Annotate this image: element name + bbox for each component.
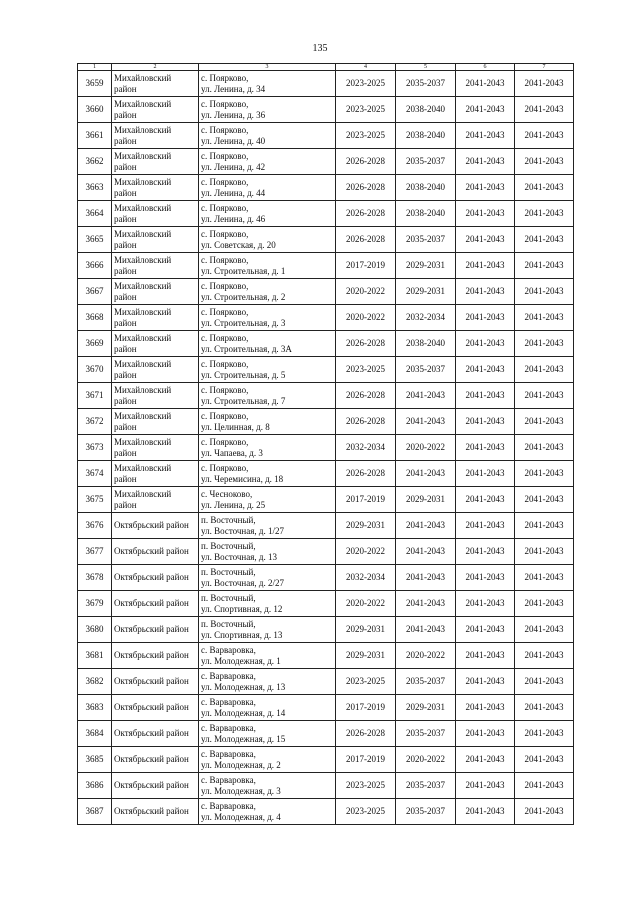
period-col5-cell: 2041-2043	[396, 565, 456, 591]
period-col6-cell: 2041-2043	[456, 461, 515, 487]
row-number: 3680	[78, 617, 112, 643]
period-col5-cell: 2035-2037	[396, 149, 456, 175]
district-cell: Михайловский район	[112, 149, 199, 175]
period-col5-cell: 2041-2043	[396, 409, 456, 435]
period-col4-cell: 2026-2028	[336, 383, 396, 409]
address-cell: с. Варваровка, ул. Молодежная, д. 4	[199, 799, 336, 825]
period-col6-cell: 2041-2043	[456, 617, 515, 643]
table-row	[78, 591, 574, 617]
address-cell: с. Варваровка, ул. Молодежная, д. 3	[199, 773, 336, 799]
row-number: 3661	[78, 123, 112, 149]
period-col4-cell: 2023-2025	[336, 123, 396, 149]
period-col4-cell: 2023-2025	[336, 357, 396, 383]
column-number: 3	[199, 64, 336, 71]
district-cell: Октябрьский район	[112, 721, 199, 747]
row-number: 3684	[78, 721, 112, 747]
period-col4-cell: 2023-2025	[336, 71, 396, 97]
address-cell: с. Варваровка, ул. Молодежная, д. 1	[199, 643, 336, 669]
row-number: 3670	[78, 357, 112, 383]
district-cell: Михайловский район	[112, 305, 199, 331]
period-col6-cell: 2041-2043	[456, 409, 515, 435]
period-col5-cell: 2041-2043	[396, 513, 456, 539]
period-col4-cell: 2017-2019	[336, 487, 396, 513]
period-col7-cell: 2041-2043	[515, 565, 574, 591]
period-col6-cell: 2041-2043	[456, 747, 515, 773]
period-col7-cell: 2041-2043	[515, 799, 574, 825]
period-col7-cell: 2041-2043	[515, 201, 574, 227]
address-cell: с. Поярково, ул. Целинная, д. 8	[199, 409, 336, 435]
period-col7-cell: 2041-2043	[515, 773, 574, 799]
row-number: 3676	[78, 513, 112, 539]
column-number: 4	[336, 64, 396, 71]
table-row	[78, 695, 574, 721]
table-row	[78, 279, 574, 305]
period-col6-cell: 2041-2043	[456, 201, 515, 227]
period-col5-cell: 2029-2031	[396, 279, 456, 305]
period-col7-cell: 2041-2043	[515, 695, 574, 721]
address-cell: с. Поярково, ул. Советская, д. 20	[199, 227, 336, 253]
district-cell: Михайловский район	[112, 461, 199, 487]
district-cell: Октябрьский район	[112, 773, 199, 799]
period-col6-cell: 2041-2043	[456, 565, 515, 591]
period-col5-cell: 2020-2022	[396, 747, 456, 773]
period-col6-cell: 2041-2043	[456, 721, 515, 747]
period-col7-cell: 2041-2043	[515, 513, 574, 539]
table-row	[78, 201, 574, 227]
address-cell: с. Поярково, ул. Строительная, д. 7	[199, 383, 336, 409]
table-row	[78, 487, 574, 513]
period-col6-cell: 2041-2043	[456, 773, 515, 799]
period-col7-cell: 2041-2043	[515, 227, 574, 253]
period-col5-cell: 2041-2043	[396, 591, 456, 617]
district-cell: Михайловский район	[112, 435, 199, 461]
district-cell: Михайловский район	[112, 487, 199, 513]
address-cell: с. Варваровка, ул. Молодежная, д. 15	[199, 721, 336, 747]
row-number: 3677	[78, 539, 112, 565]
district-cell: Октябрьский район	[112, 591, 199, 617]
address-cell: с. Поярково, ул. Ленина, д. 46	[199, 201, 336, 227]
table-row	[78, 383, 574, 409]
period-col4-cell: 2020-2022	[336, 279, 396, 305]
period-col4-cell: 2029-2031	[336, 513, 396, 539]
address-cell: с. Поярково, ул. Строительная, д. 1	[199, 253, 336, 279]
period-col4-cell: 2020-2022	[336, 305, 396, 331]
table-row	[78, 435, 574, 461]
table-row	[78, 799, 574, 825]
row-number: 3687	[78, 799, 112, 825]
address-cell: с. Поярково, ул. Ленина, д. 42	[199, 149, 336, 175]
period-col4-cell: 2032-2034	[336, 565, 396, 591]
period-col7-cell: 2041-2043	[515, 669, 574, 695]
district-cell: Октябрьский район	[112, 747, 199, 773]
table-row	[78, 461, 574, 487]
row-number: 3659	[78, 71, 112, 97]
address-cell: с. Поярково, ул. Строительная, д. 3А	[199, 331, 336, 357]
period-col6-cell: 2041-2043	[456, 71, 515, 97]
address-cell: с. Варваровка, ул. Молодежная, д. 2	[199, 747, 336, 773]
period-col5-cell: 2038-2040	[396, 97, 456, 123]
table-row	[78, 643, 574, 669]
district-cell: Михайловский район	[112, 253, 199, 279]
period-col6-cell: 2041-2043	[456, 149, 515, 175]
period-col7-cell: 2041-2043	[515, 383, 574, 409]
period-col5-cell: 2035-2037	[396, 799, 456, 825]
district-cell: Михайловский район	[112, 357, 199, 383]
table-row	[78, 617, 574, 643]
district-cell: Октябрьский район	[112, 799, 199, 825]
period-col6-cell: 2041-2043	[456, 539, 515, 565]
district-cell: Михайловский район	[112, 175, 199, 201]
period-col7-cell: 2041-2043	[515, 357, 574, 383]
address-cell: с. Варваровка, ул. Молодежная, д. 13	[199, 669, 336, 695]
address-cell: с. Поярково, ул. Черемисина, д. 18	[199, 461, 336, 487]
row-number: 3674	[78, 461, 112, 487]
row-number: 3681	[78, 643, 112, 669]
period-col6-cell: 2041-2043	[456, 279, 515, 305]
row-number: 3662	[78, 149, 112, 175]
period-col6-cell: 2041-2043	[456, 669, 515, 695]
period-col7-cell: 2041-2043	[515, 435, 574, 461]
district-cell: Октябрьский район	[112, 539, 199, 565]
table-row	[78, 253, 574, 279]
period-col6-cell: 2041-2043	[456, 331, 515, 357]
schedule-table	[77, 63, 574, 825]
period-col5-cell: 2029-2031	[396, 487, 456, 513]
row-number: 3671	[78, 383, 112, 409]
period-col5-cell: 2041-2043	[396, 383, 456, 409]
row-number: 3686	[78, 773, 112, 799]
period-col4-cell: 2023-2025	[336, 97, 396, 123]
period-col5-cell: 2038-2040	[396, 175, 456, 201]
address-cell: с. Поярково, ул. Ленина, д. 44	[199, 175, 336, 201]
period-col5-cell: 2041-2043	[396, 617, 456, 643]
period-col6-cell: 2041-2043	[456, 175, 515, 201]
row-number: 3685	[78, 747, 112, 773]
period-col5-cell: 2035-2037	[396, 669, 456, 695]
period-col5-cell: 2035-2037	[396, 773, 456, 799]
period-col4-cell: 2017-2019	[336, 253, 396, 279]
period-col7-cell: 2041-2043	[515, 617, 574, 643]
column-number-row	[78, 64, 574, 71]
period-col5-cell: 2029-2031	[396, 695, 456, 721]
table-row	[78, 357, 574, 383]
period-col4-cell: 2026-2028	[336, 227, 396, 253]
column-number: 5	[396, 64, 456, 71]
period-col7-cell: 2041-2043	[515, 123, 574, 149]
period-col7-cell: 2041-2043	[515, 747, 574, 773]
period-col6-cell: 2041-2043	[456, 305, 515, 331]
address-cell: с. Поярково, ул. Ленина, д. 36	[199, 97, 336, 123]
period-col7-cell: 2041-2043	[515, 305, 574, 331]
row-number: 3668	[78, 305, 112, 331]
period-col5-cell: 2035-2037	[396, 721, 456, 747]
district-cell: Михайловский район	[112, 279, 199, 305]
row-number: 3660	[78, 97, 112, 123]
district-cell: Михайловский район	[112, 331, 199, 357]
period-col6-cell: 2041-2043	[456, 591, 515, 617]
address-cell: п. Восточный, ул. Восточная, д. 2/27	[199, 565, 336, 591]
period-col5-cell: 2035-2037	[396, 227, 456, 253]
row-number: 3663	[78, 175, 112, 201]
address-cell: п. Восточный, ул. Восточная, д. 13	[199, 539, 336, 565]
district-cell: Михайловский район	[112, 201, 199, 227]
period-col5-cell: 2032-2034	[396, 305, 456, 331]
row-number: 3664	[78, 201, 112, 227]
row-number: 3682	[78, 669, 112, 695]
period-col4-cell: 2017-2019	[336, 747, 396, 773]
table-row	[78, 513, 574, 539]
row-number: 3679	[78, 591, 112, 617]
period-col4-cell: 2026-2028	[336, 721, 396, 747]
address-cell: с. Поярково, ул. Чапаева, д. 3	[199, 435, 336, 461]
district-cell: Октябрьский район	[112, 617, 199, 643]
table-row	[78, 123, 574, 149]
period-col4-cell: 2029-2031	[336, 643, 396, 669]
table-row	[78, 565, 574, 591]
address-cell: с. Поярково, ул. Ленина, д. 40	[199, 123, 336, 149]
period-col4-cell: 2020-2022	[336, 591, 396, 617]
period-col7-cell: 2041-2043	[515, 409, 574, 435]
table-body	[78, 64, 574, 825]
period-col6-cell: 2041-2043	[456, 695, 515, 721]
period-col4-cell: 2029-2031	[336, 617, 396, 643]
period-col4-cell: 2026-2028	[336, 149, 396, 175]
table-row	[78, 175, 574, 201]
table-row	[78, 669, 574, 695]
page-number: 135	[312, 43, 328, 54]
table-row	[78, 409, 574, 435]
row-number: 3678	[78, 565, 112, 591]
table-row	[78, 331, 574, 357]
period-col4-cell: 2020-2022	[336, 539, 396, 565]
period-col6-cell: 2041-2043	[456, 799, 515, 825]
row-number: 3683	[78, 695, 112, 721]
period-col7-cell: 2041-2043	[515, 253, 574, 279]
address-cell: с. Варваровка, ул. Молодежная, д. 14	[199, 695, 336, 721]
period-col7-cell: 2041-2043	[515, 539, 574, 565]
district-cell: Октябрьский район	[112, 695, 199, 721]
district-cell: Михайловский район	[112, 227, 199, 253]
period-col7-cell: 2041-2043	[515, 71, 574, 97]
table-row	[78, 97, 574, 123]
period-col7-cell: 2041-2043	[515, 643, 574, 669]
address-cell: с. Поярково, ул. Строительная, д. 2	[199, 279, 336, 305]
period-col4-cell: 2026-2028	[336, 175, 396, 201]
period-col7-cell: 2041-2043	[515, 279, 574, 305]
row-number: 3669	[78, 331, 112, 357]
period-col4-cell: 2026-2028	[336, 409, 396, 435]
period-col4-cell: 2017-2019	[336, 695, 396, 721]
table-row	[78, 305, 574, 331]
district-cell: Октябрьский район	[112, 643, 199, 669]
period-col6-cell: 2041-2043	[456, 357, 515, 383]
table-row	[78, 71, 574, 97]
table-row	[78, 539, 574, 565]
period-col7-cell: 2041-2043	[515, 461, 574, 487]
period-col6-cell: 2041-2043	[456, 227, 515, 253]
address-cell: п. Восточный, ул. Спортивная, д. 13	[199, 617, 336, 643]
period-col5-cell: 2035-2037	[396, 357, 456, 383]
district-cell: Михайловский район	[112, 71, 199, 97]
row-number: 3673	[78, 435, 112, 461]
column-number: 1	[78, 64, 112, 71]
period-col7-cell: 2041-2043	[515, 97, 574, 123]
period-col7-cell: 2041-2043	[515, 721, 574, 747]
district-cell: Михайловский район	[112, 383, 199, 409]
period-col4-cell: 2023-2025	[336, 773, 396, 799]
table-row	[78, 721, 574, 747]
table-row	[78, 773, 574, 799]
district-cell: Михайловский район	[112, 409, 199, 435]
row-number: 3675	[78, 487, 112, 513]
address-cell: с. Поярково, ул. Строительная, д. 3	[199, 305, 336, 331]
district-cell: Октябрьский район	[112, 565, 199, 591]
period-col6-cell: 2041-2043	[456, 383, 515, 409]
period-col5-cell: 2038-2040	[396, 123, 456, 149]
table-row	[78, 747, 574, 773]
district-cell: Октябрьский район	[112, 669, 199, 695]
period-col7-cell: 2041-2043	[515, 331, 574, 357]
period-col5-cell: 2038-2040	[396, 201, 456, 227]
row-number: 3665	[78, 227, 112, 253]
address-cell: с. Поярково, ул. Строительная, д. 5	[199, 357, 336, 383]
address-cell: п. Восточный, ул. Восточная, д. 1/27	[199, 513, 336, 539]
period-col7-cell: 2041-2043	[515, 149, 574, 175]
period-col6-cell: 2041-2043	[456, 435, 515, 461]
period-col7-cell: 2041-2043	[515, 175, 574, 201]
row-number: 3667	[78, 279, 112, 305]
period-col6-cell: 2041-2043	[456, 123, 515, 149]
period-col5-cell: 2020-2022	[396, 643, 456, 669]
period-col4-cell: 2032-2034	[336, 435, 396, 461]
period-col4-cell: 2023-2025	[336, 669, 396, 695]
district-cell: Михайловский район	[112, 123, 199, 149]
period-col7-cell: 2041-2043	[515, 487, 574, 513]
period-col4-cell: 2023-2025	[336, 799, 396, 825]
period-col7-cell: 2041-2043	[515, 591, 574, 617]
district-cell: Михайловский район	[112, 97, 199, 123]
period-col6-cell: 2041-2043	[456, 253, 515, 279]
period-col5-cell: 2041-2043	[396, 461, 456, 487]
address-cell: п. Восточный, ул. Спортивная, д. 12	[199, 591, 336, 617]
row-number: 3666	[78, 253, 112, 279]
period-col5-cell: 2038-2040	[396, 331, 456, 357]
period-col5-cell: 2029-2031	[396, 253, 456, 279]
period-col5-cell: 2020-2022	[396, 435, 456, 461]
period-col5-cell: 2035-2037	[396, 71, 456, 97]
row-number: 3672	[78, 409, 112, 435]
table-row	[78, 227, 574, 253]
period-col5-cell: 2041-2043	[396, 539, 456, 565]
period-col6-cell: 2041-2043	[456, 97, 515, 123]
period-col6-cell: 2041-2043	[456, 513, 515, 539]
table-row	[78, 149, 574, 175]
column-number: 2	[112, 64, 199, 71]
address-cell: с. Чесноково, ул. Ленина, д. 25	[199, 487, 336, 513]
district-cell: Октябрьский район	[112, 513, 199, 539]
address-cell: с. Поярково, ул. Ленина, д. 34	[199, 71, 336, 97]
period-col4-cell: 2026-2028	[336, 461, 396, 487]
period-col6-cell: 2041-2043	[456, 487, 515, 513]
period-col4-cell: 2026-2028	[336, 331, 396, 357]
period-col6-cell: 2041-2043	[456, 643, 515, 669]
column-number: 6	[456, 64, 515, 71]
column-number: 7	[515, 64, 574, 71]
period-col4-cell: 2026-2028	[336, 201, 396, 227]
